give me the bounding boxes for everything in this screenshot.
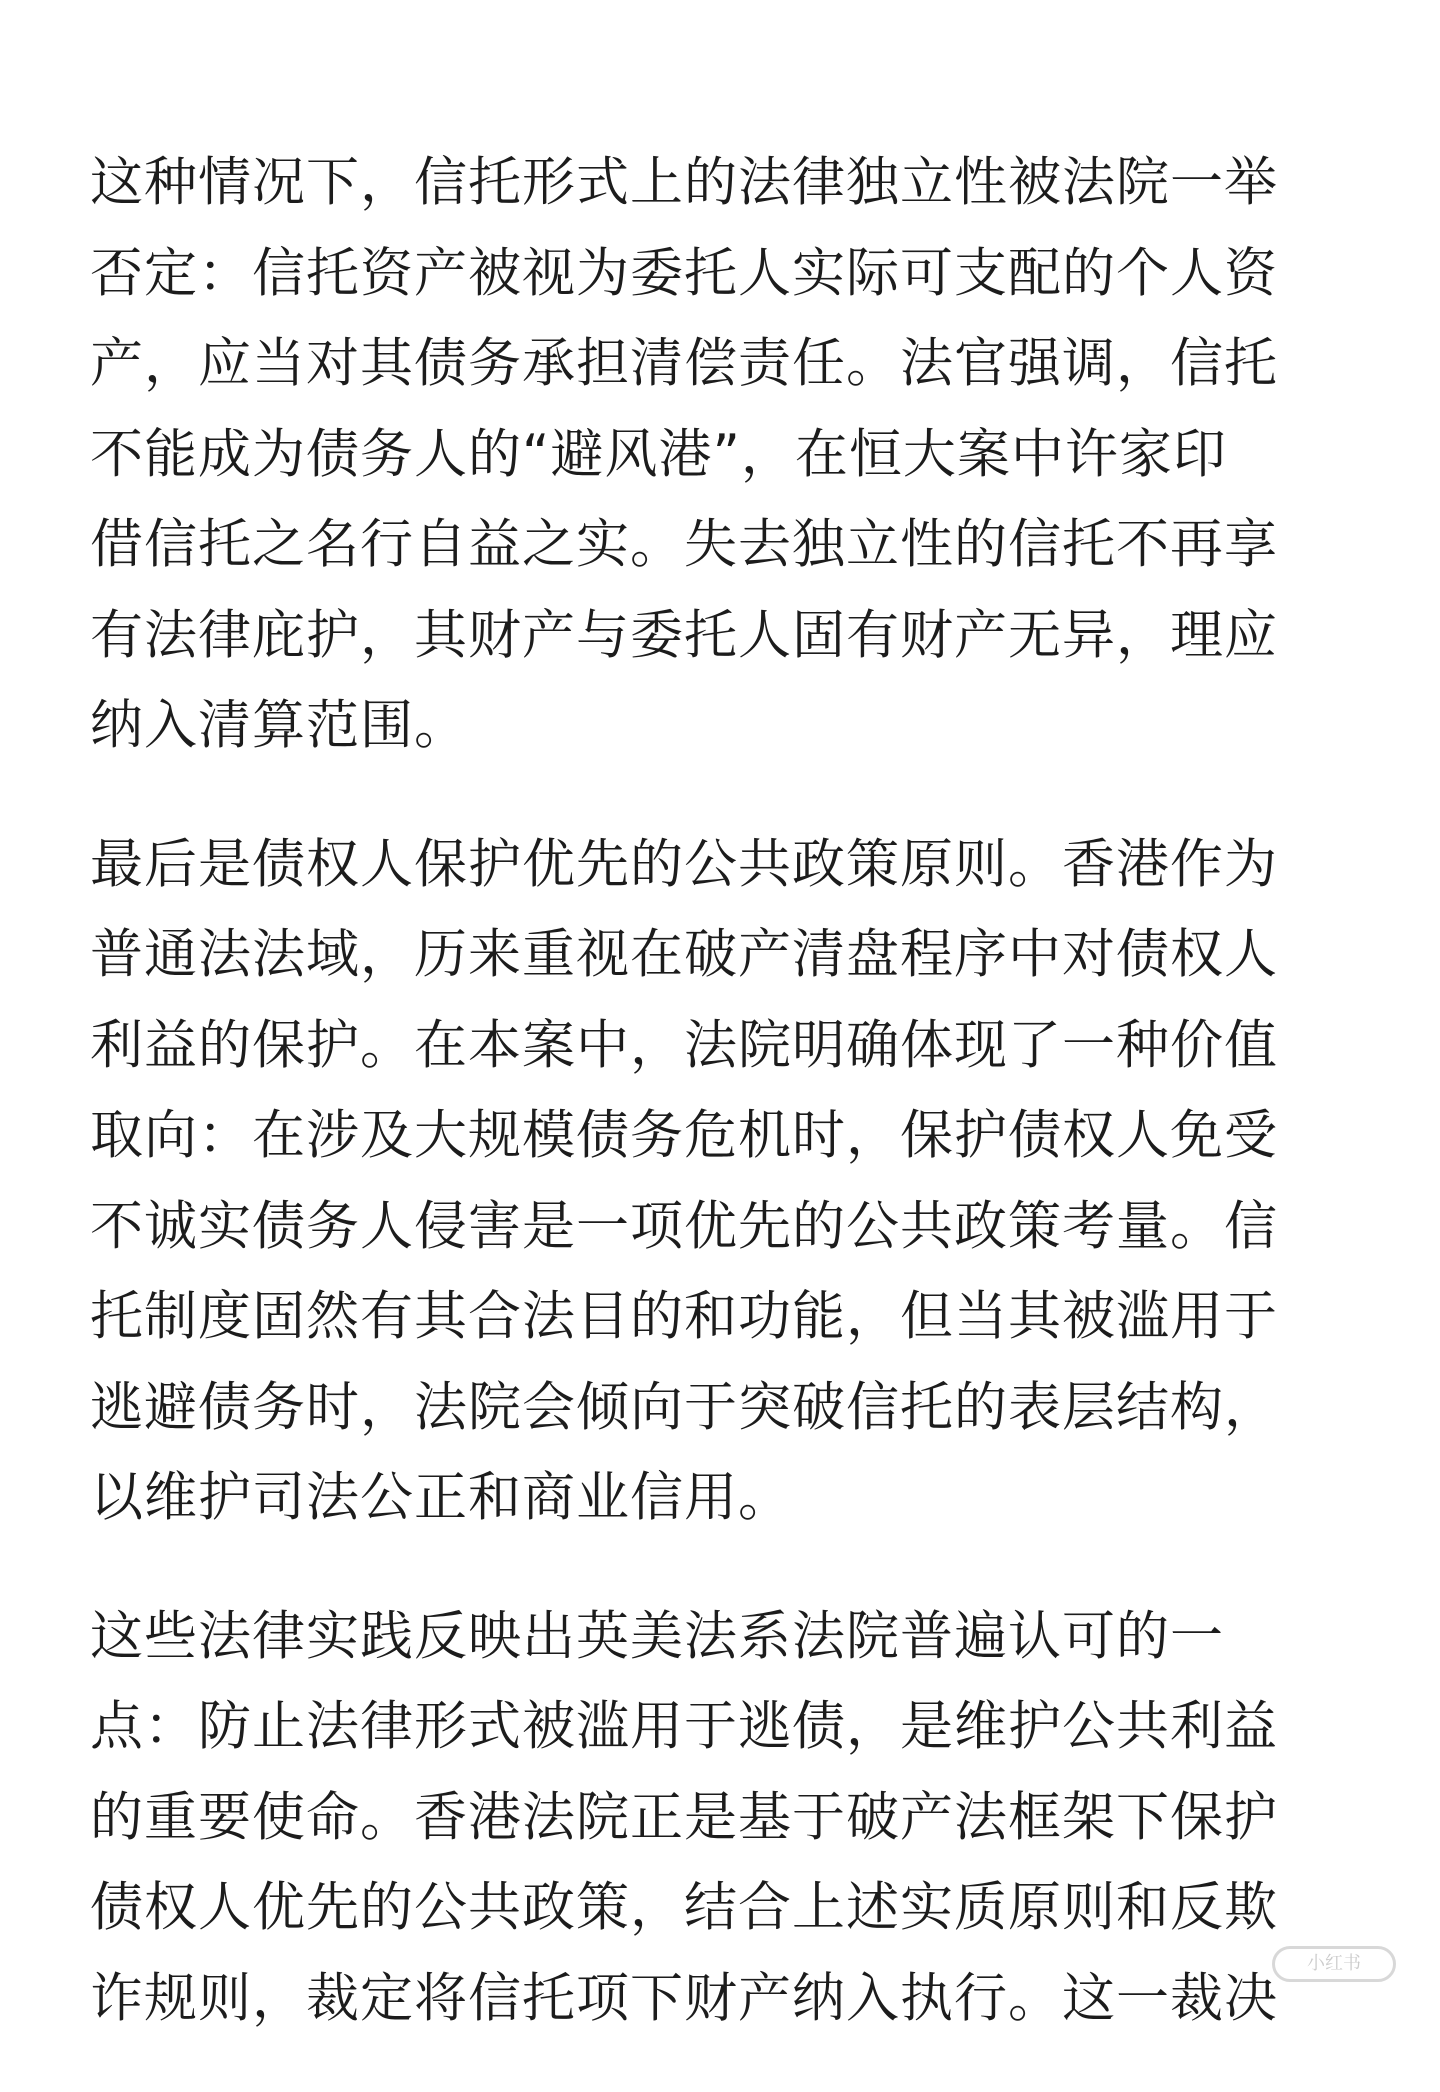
paragraph-line: 这些法律实践反映出英美法系法院普遍认可的一 (90, 1605, 1224, 1667)
paragraph-line: 最后是债权人保护优先的公共政策原则。香港作为 (90, 833, 1278, 895)
paragraph-line: 有法律庇护，其财产与委托人固有财产无异，理应 (90, 604, 1278, 666)
paragraph-line: 借信托之名行自益之实。失去独立性的信托不再享 (90, 514, 1278, 575)
paragraph-1 (90, 138, 1360, 772)
paragraph-line: 债权人优先的公共政策，结合上述实质原则和反欺 (90, 1877, 1278, 1938)
paragraph-line: 托制度固然有其合法目的和功能，但当其被滥用于 (90, 1286, 1278, 1347)
paragraph-line: 不诚实债务人侵害是一项优先的公共政策考量。信 (90, 1195, 1278, 1257)
paragraph-line: 利益的保护。在本案中，法院明确体现了一种价值 (90, 1014, 1278, 1076)
paragraph-line: 逃避债务时，法院会倾向于突破信托的表层结构， (90, 1376, 1278, 1438)
paragraph-line: 点：防止法律形式被滥用于逃债，是维护公共利益 (90, 1696, 1278, 1757)
paragraph-line: 以维护司法公正和商业信用。 (90, 1467, 792, 1528)
paragraph-line: 取向：在涉及大规模债务危机时，保护债权人免受 (90, 1105, 1278, 1166)
paragraph-line: 的重要使命。香港法院正是基于破产法框架下保护 (90, 1786, 1278, 1848)
article-body (90, 138, 1360, 2092)
paragraph-3 (90, 1592, 1360, 2045)
paragraph-line: 否定：信托资产被视为委托人实际可支配的个人资 (90, 242, 1278, 304)
paragraph-line: 不能成为债务人的“避风港”，在恒大案中许家印 (90, 423, 1227, 485)
paragraph-line: 产，应当对其债务承担清偿责任。法官强调，信托 (90, 333, 1278, 394)
paragraph-line: 普通法法域，历来重视在破产清盘程序中对债权人 (90, 924, 1278, 985)
watermark-logo: 小红书 (1272, 1946, 1396, 1982)
paragraph-line: 这种情况下，信托形式上的法律独立性被法院一举 (90, 152, 1278, 213)
paragraph-line: 诈规则，裁定将信托项下财产纳入执行。这一裁决 (90, 1967, 1278, 2029)
paragraph-line: 纳入清算范围。 (90, 695, 468, 756)
paragraph-2 (90, 820, 1360, 1544)
